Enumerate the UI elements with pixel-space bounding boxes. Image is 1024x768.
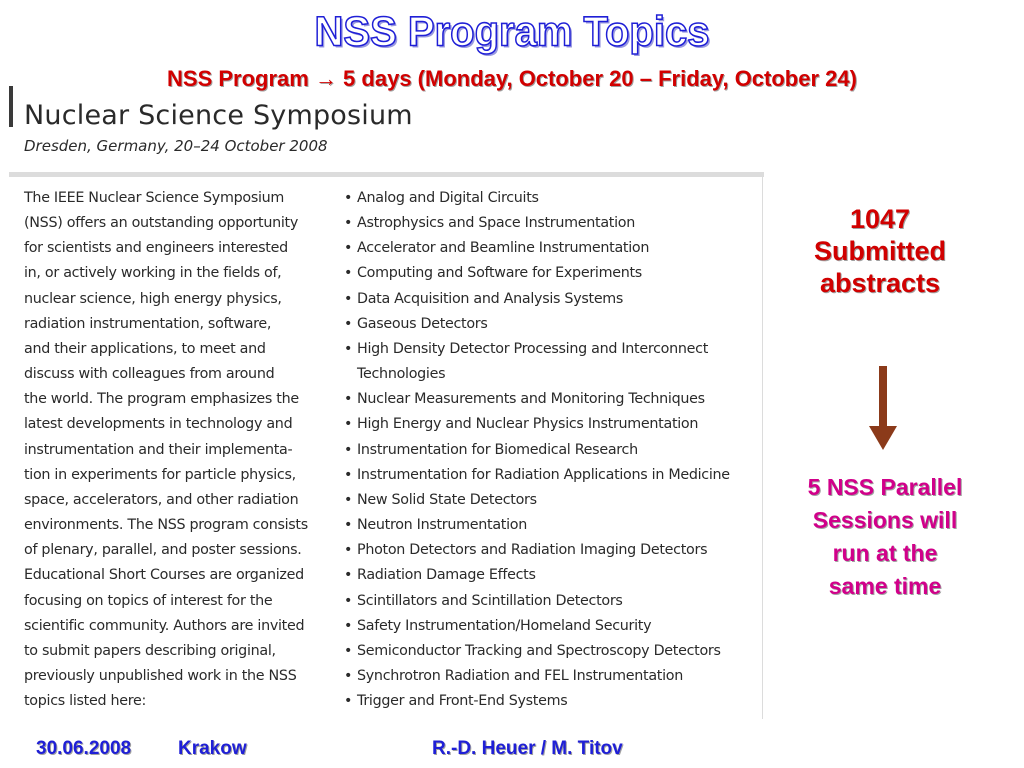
topic-item: [342, 664, 762, 689]
intro-line: latest developments in technology and: [24, 416, 293, 433]
topic-item: [342, 236, 762, 261]
parallel-sessions-callout: [770, 471, 1000, 603]
topic-label: Analog and Digital Circuits: [357, 190, 539, 206]
bullet: •: [344, 190, 353, 206]
intro-line: and their applications, to meet and: [24, 340, 266, 357]
bullet: •: [344, 592, 353, 609]
intro-line: (NSS) offers an outstanding opportunity: [24, 215, 299, 232]
intro-line: tion in experiments for particle physics,: [24, 466, 296, 483]
topic-label: High Density Detector Processing and Interconnect Technologies: [357, 340, 709, 383]
topic-label: Neutron Instrumentation: [357, 517, 527, 534]
slide-title: NSS Program Topics: [314, 8, 710, 56]
topic-label: Nuclear Measurements and Monitoring Techniques: [357, 391, 705, 408]
topic-item: [342, 513, 762, 538]
topic-label: Computing and Software for Experiments: [357, 265, 642, 282]
bullet: •: [344, 315, 353, 332]
intro-line: instrumentation and their implementa-: [24, 441, 293, 458]
topic-item: [342, 488, 762, 513]
topic-item: [342, 614, 762, 639]
intro-line: nuclear science, high energy physics,: [24, 290, 282, 307]
callout-line: Submitted: [814, 236, 946, 266]
intro-line: to submit papers describing original,: [24, 642, 276, 659]
topics-list: [342, 186, 762, 714]
intro-line: environments. The NSS program consists: [24, 517, 308, 534]
topic-label: Instrumentation for Radiation Applications in Medicine: [357, 466, 730, 483]
bullet: •: [344, 567, 353, 584]
topic-item: [342, 639, 762, 664]
divider-vertical: [762, 176, 763, 719]
intro-line: for scientists and engineers interested: [24, 240, 288, 257]
intro-line: Educational Short Courses are organized: [24, 567, 304, 584]
topic-label: Photon Detectors and Radiation Imaging Detectors: [357, 542, 708, 559]
arrow-shaft: [879, 366, 887, 428]
topic-item: [342, 589, 762, 614]
callout-line: run at the: [832, 540, 938, 566]
intro-line: space, accelerators, and other radiation: [24, 491, 299, 508]
topic-item: [342, 387, 762, 412]
bullet: •: [344, 617, 353, 634]
intro-line: of plenary, parallel, and poster sessions.: [24, 542, 302, 559]
arrow-down-icon: [860, 366, 906, 452]
bullet: •: [344, 416, 353, 433]
bullet: •: [344, 290, 353, 307]
callout-line: 5 NSS Parallel: [807, 474, 963, 500]
bullet: •: [344, 693, 353, 710]
topic-item: [342, 312, 762, 337]
intro-line: The IEEE Nuclear Science Symposium: [24, 190, 285, 206]
symposium-title: Nuclear Science Symposium: [24, 100, 413, 131]
bullet: •: [344, 466, 353, 483]
callout-line: abstracts: [819, 268, 941, 298]
topic-item: [342, 186, 762, 211]
bullet: •: [344, 667, 353, 684]
topic-item: [342, 261, 762, 286]
bullet: •: [344, 542, 353, 559]
intro-line: scientific community. Authors are invited: [24, 617, 305, 634]
accent-bar: [9, 86, 13, 127]
topic-label: Data Acquisition and Analysis Systems: [357, 290, 624, 307]
topic-label: Radiation Damage Effects: [357, 567, 536, 584]
bullet: •: [344, 517, 353, 534]
topic-label: Accelerator and Beamline Instrumentation: [357, 240, 650, 257]
intro-line: the world. The program emphasizes the: [24, 391, 299, 408]
bullet: •: [344, 215, 353, 232]
topic-label: Gaseous Detectors: [357, 315, 488, 332]
submitted-abstracts-callout: [770, 203, 990, 299]
topic-label: Scintillators and Scintillation Detectors: [357, 592, 623, 609]
bullet: •: [344, 642, 353, 659]
divider-horizontal: [9, 172, 764, 177]
slide-subtitle: NSS Program → 5 days (Monday, October 20 – Friday, October 24): [167, 66, 857, 91]
footer-authors: R.-D. Heuer / M. Titov: [432, 738, 623, 759]
topic-label: Safety Instrumentation/Homeland Security: [357, 617, 652, 634]
intro-line: focusing on topics of interest for the: [24, 592, 273, 609]
topic-label: New Solid State Detectors: [357, 491, 537, 508]
topic-label: Astrophysics and Space Instrumentation: [357, 215, 635, 232]
topic-item: [342, 538, 762, 563]
symposium-subtitle: Dresden, Germany, 20–24 October 2008: [24, 137, 328, 155]
topic-item: [342, 463, 762, 488]
bullet: •: [344, 340, 353, 357]
bullet: •: [344, 441, 353, 458]
intro-line: topics listed here:: [24, 693, 147, 710]
callout-line: Sessions will: [812, 507, 958, 533]
topic-label: Semiconductor Tracking and Spectroscopy Detectors: [357, 642, 721, 659]
topic-item: [342, 412, 762, 437]
bullet: •: [344, 265, 353, 282]
intro-line: discuss with colleagues from around: [24, 366, 275, 383]
intro-line: previously unpublished work in the NSS: [24, 667, 297, 684]
topic-item: [342, 563, 762, 588]
topic-label: High Energy and Nuclear Physics Instrumentation: [357, 416, 699, 433]
intro-text: [24, 186, 324, 714]
topic-item: [342, 689, 762, 714]
topic-label: Trigger and Front-End Systems: [357, 693, 568, 710]
topic-item: [342, 438, 762, 463]
topic-item: [342, 337, 762, 387]
footer-location: Krakow: [178, 738, 247, 759]
intro-line: in, or actively working in the fields of,: [24, 265, 282, 282]
callout-line: 1047: [849, 204, 911, 234]
callout-line: same time: [828, 573, 942, 599]
arrow-head: [869, 426, 897, 450]
intro-line: radiation instrumentation, software,: [24, 315, 272, 332]
topic-item: [342, 287, 762, 312]
bullet: •: [344, 391, 353, 408]
footer-date: 30.06.2008: [36, 738, 132, 759]
topic-item: [342, 211, 762, 236]
topic-label: Instrumentation for Biomedical Research: [357, 441, 638, 458]
bullet: •: [344, 240, 353, 257]
topic-label: Synchrotron Radiation and FEL Instrumentation: [357, 667, 683, 684]
bullet: •: [344, 491, 353, 508]
